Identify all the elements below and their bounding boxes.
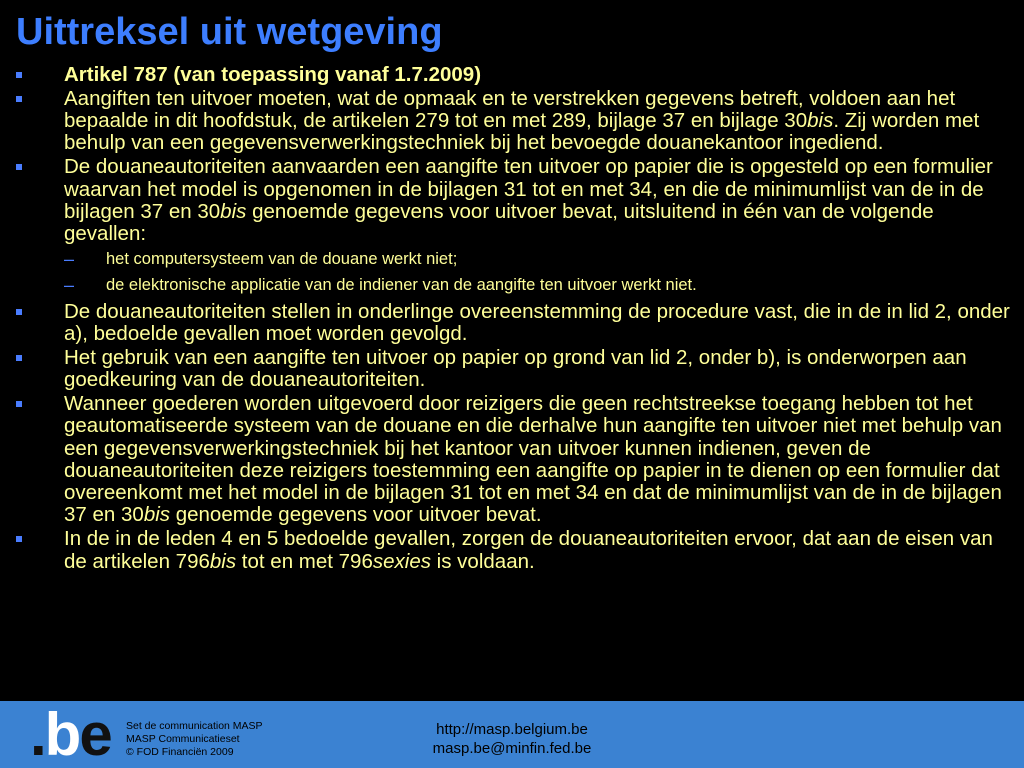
be-logo: .be <box>30 701 111 768</box>
footer-bar <box>0 701 1024 768</box>
bullet-leden <box>0 528 1020 573</box>
dash-bullet-icon: – <box>64 248 75 269</box>
bullet-text: Wanneer goederen worden uitgevoerd door reizigers die geen rechtstreekse toegang hebben tot het geautomatiseerde systeem van de douane en die derhalve hun aangifte ten uitvoer niet met behulp van een gegevensverwerkingstechniek bij het kantoor van uitvoer kunnen indienen, geven de douaneautoriteiten deze reizigers toestemming een aangifte op papier in te dienen op een formulier dat overeenkomt met het model in de bijlagen 31 tot en met 34 en dat de minimumlijst van de in de bijlagen 37 en 30bis genoemde gegevens voor uitvoer bevat. <box>64 391 1002 527</box>
bullet-procedure <box>0 301 1020 346</box>
bullet-text: De douaneautoriteiten stellen in onderlinge overeenstemming de procedure vast, die in de in lid 2, onder a), bedoelde gevallen moet worden gevolgd. <box>64 299 1010 345</box>
square-bullet-icon <box>16 96 22 102</box>
slide-content <box>0 64 1020 575</box>
bullet-aangiften <box>0 88 1020 155</box>
sub-bullet-text: de elektronische applicatie van de indiener van de aangifte ten uitvoer werkt niet. <box>106 275 697 294</box>
bullet-article-787 <box>0 64 1020 86</box>
bullet-text: In de in de leden 4 en 5 bedoelde gevallen, zorgen de douaneautoriteiten ervoor, dat aan de eisen van de artikelen 796bis tot en met 796sexies is voldaan. <box>64 527 993 573</box>
square-bullet-icon <box>16 401 22 407</box>
footer-line-1: Set de communication MASP <box>126 720 263 732</box>
bullet-text: Aangiften ten uitvoer moeten, wat de opmaak en te verstrekken gegevens betreft, voldoen aan het bepaalde in dit hoofdstuk, de artikelen 279 tot en met 289, bijlage 37 en bijlage 30bis. Zij worden met behulp van een gegevensverwerkingstechniek bij het bevoegde douanekantoor ingediend. <box>64 86 980 155</box>
footer-line-2: MASP Communicatieset <box>126 733 240 745</box>
footer-line-3: © FOD Financiën 2009 <box>126 746 234 758</box>
footer-url: http://masp.belgium.be <box>436 721 588 738</box>
bullet-text: Artikel 787 (van toepassing vanaf 1.7.2009) <box>64 63 482 86</box>
slide-title: Uittreksel uit wetgeving <box>16 11 443 53</box>
sub-bullet-computersysteem <box>0 249 1020 269</box>
footer-credits <box>126 720 263 759</box>
footer-contact <box>400 720 624 758</box>
bullet-aanvaarden <box>0 156 1020 245</box>
square-bullet-icon <box>16 355 22 361</box>
square-bullet-icon <box>16 72 22 78</box>
sub-bullet-text: het computersysteem van de douane werkt niet; <box>106 249 458 268</box>
footer-email: masp.be@minfin.fed.be <box>432 740 592 757</box>
sub-bullet-applicatie <box>0 275 1020 295</box>
square-bullet-icon <box>16 309 22 315</box>
bullet-reizigers <box>0 393 1020 527</box>
bullet-goedkeuring <box>0 347 1020 392</box>
dash-bullet-icon: – <box>64 274 75 295</box>
bullet-text: Het gebruik van een aangifte ten uitvoer op papier op grond van lid 2, onder b), is onderworpen aan goedkeuring van de douaneautoriteiten. <box>64 345 967 392</box>
square-bullet-icon <box>16 164 22 170</box>
bullet-text: De douaneautoriteiten aanvaarden een aangifte ten uitvoer op papier die is opgesteld op een formulier waarvan het model is opgenomen in de bijlagen 31 tot en met 34, en die de minimumlijst van de in de bijlagen 37 en 30bis genoemde gegevens voor uitvoer bevat, uitsluitend in één van de volgende gevallen: <box>64 155 993 246</box>
square-bullet-icon <box>16 536 22 542</box>
